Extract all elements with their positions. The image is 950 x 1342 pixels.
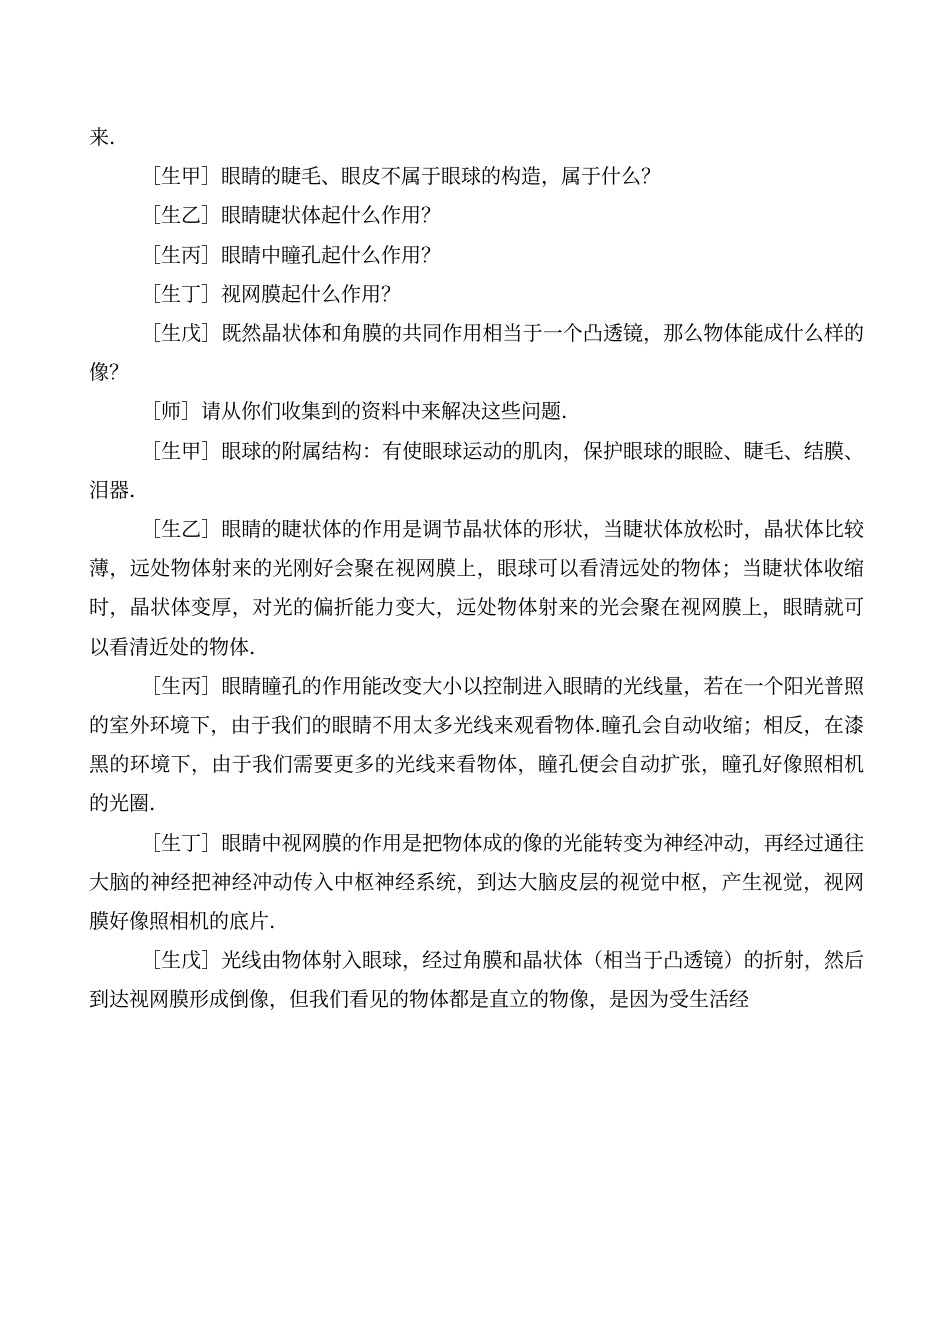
paragraph-question-yi: ［生乙］眼睛睫状体起什么作用？ (141, 203, 441, 228)
paragraph-answer-jia: ［生甲］眼球的附属结构：有使眼球运动的肌肉，保护眼球的眼睑、睫毛、结膜、泪器. (89, 438, 864, 502)
paragraph-continuation: 来. (89, 125, 116, 149)
paragraph-teacher: ［师］请从你们收集到的资料中来解决这些问题. (141, 399, 568, 424)
paragraph-answer-wu: ［生戊］光线由物体射入眼球，经过角膜和晶状体（相当于凸透镜）的折射，然后到达视网膜形成倒像，但我们看见的物体都是直立的物像，是因为受生活经 (89, 948, 864, 1012)
paragraph-question-wu: ［生戊］既然晶状体和角膜的共同作用相当于一个凸透镜，那么物体能成什么样的像？ (89, 321, 864, 385)
paragraph-question-jia: ［生甲］眼睛的睫毛、眼皮不属于眼球的构造，属于什么？ (141, 164, 661, 189)
paragraph-question-ding: ［生丁］视网膜起什么作用？ (141, 281, 401, 306)
paragraph-question-bing: ［生丙］眼睛中瞳孔起什么作用？ (141, 242, 441, 267)
document-body (89, 118, 864, 1020)
paragraph-answer-yi: ［生乙］眼睛的睫状体的作用是调节晶状体的形状，当睫状体放松时，晶状体比较薄，远处物体射来的光刚好会聚在视网膜上，眼球可以看清远处的物体；当睫状体收缩时，晶状体变厚，对光的偏折能力变大，远处物体射来的光会聚在视网膜上，眼睛就可以看清近处的物体. (89, 517, 864, 659)
paragraph-answer-bing: ［生丙］眼睛瞳孔的作用能改变大小以控制进入眼睛的光线量，若在一个阳光普照的室外环境下，由于我们的眼睛不用太多光线来观看物体.瞳孔会自动收缩；相反，在漆黑的环境下，由于我们需要更多的光线来看物体，瞳孔便会自动扩张，瞳孔好像照相机的光圈. (89, 673, 864, 816)
paragraph-answer-ding: ［生丁］眼睛中视网膜的作用是把物体成的像的光能转变为神经冲动，再经过通往大脑的神经把神经冲动传入中枢神经系统，到达大脑皮层的视觉中枢，产生视觉，视网膜好像照相机的底片. (89, 830, 864, 934)
